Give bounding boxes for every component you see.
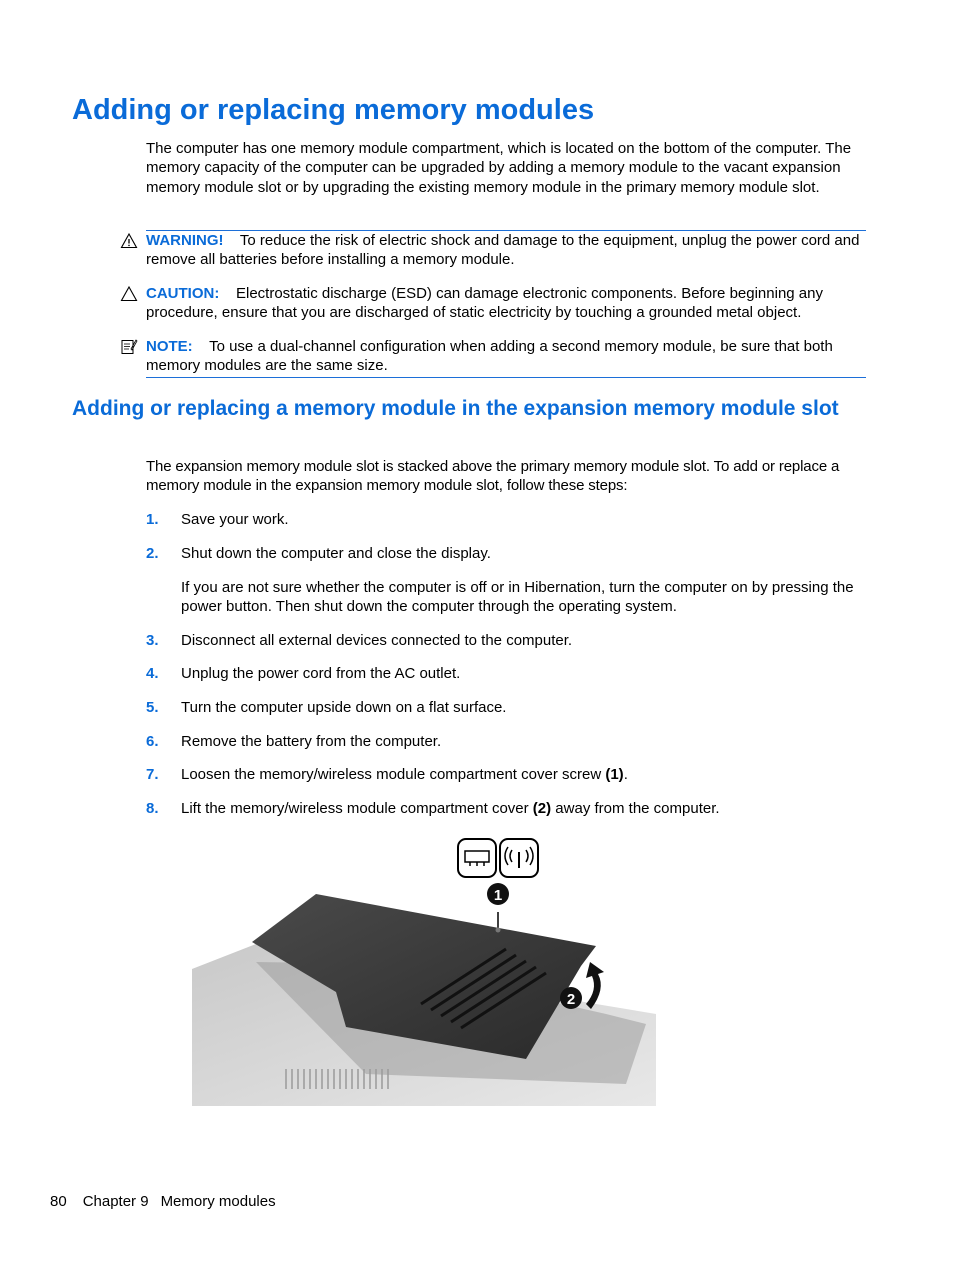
step-text: Shut down the computer and close the display. (181, 545, 491, 562)
note-text: To use a dual-channel configuration when adding a second memory module, be sure that both memory modules are the same size. (146, 338, 833, 375)
warning-icon (120, 232, 138, 250)
chapter-title: Memory modules (160, 1193, 276, 1210)
caution-notice (146, 284, 868, 323)
lift-arrow-icon (586, 962, 604, 1009)
step-number: 6. (146, 733, 159, 750)
step-text-part: . (623, 766, 628, 783)
step-number: 1. (146, 511, 159, 528)
section-title: Adding or replacing a memory module in the expansion memory module slot (72, 397, 839, 420)
warning-notice (146, 231, 868, 270)
step-number: 4. (146, 665, 159, 682)
note-notice (146, 337, 868, 376)
step-text (181, 765, 871, 784)
section-intro: The expansion memory module slot is stacked above the primary memory module slot. To add or replace a memory module in the expansion memory module slot, follow these steps: (146, 458, 840, 495)
step-number: 8. (146, 800, 159, 817)
step-number: 3. (146, 632, 159, 649)
callout-ref: (2) (532, 800, 552, 817)
page-footer (50, 1193, 292, 1210)
note-icon (120, 338, 138, 356)
step-text: Remove the battery from the computer. (181, 733, 442, 750)
notices-box (146, 230, 866, 378)
memory-cover-illustration (186, 834, 662, 1110)
cover-screw (496, 928, 501, 933)
intro-paragraph: The computer has one memory module compartment, which is located on the bottom of the computer. The memory capacity of the computer can be upgraded by adding a memory module to the vacant expansion memory module slot or by upgrading the existing memory module in the primary memory module slot. (146, 140, 852, 196)
step-number: 2. (146, 545, 159, 562)
callout-ref: (1) (605, 766, 624, 783)
chapter-label: Chapter 9 (82, 1193, 149, 1210)
step-text: Turn the computer upside down on a flat surface. (181, 699, 507, 716)
callout-1-label: 1 (493, 887, 503, 904)
caution-text: Electrostatic discharge (ESD) can damage electronic components. Before beginning any procedure, ensure that you are discharged of static electricity by touching a grounded metal object. (146, 285, 823, 322)
step-text: Disconnect all external devices connected to the computer. (181, 632, 573, 649)
page-number: 80 (50, 1193, 67, 1210)
step-text: Unplug the power cord from the AC outlet. (181, 665, 461, 682)
step-number: 5. (146, 699, 159, 716)
step-text-part: Loosen the memory/wireless module compartment cover screw (181, 766, 606, 783)
step-text (181, 799, 871, 818)
page-title: Adding or replacing memory modules (72, 94, 595, 126)
step-number: 7. (146, 766, 159, 783)
step-subtext: If you are not sure whether the computer is off or in Hibernation, turn the computer on by pressing the power button. Then shut down the computer through the operating system. (181, 579, 854, 616)
step-text-part: away from the computer. (551, 800, 720, 817)
warning-text: To reduce the risk of electric shock and damage to the equipment, unplug the power cord and remove all batteries before installing a memory module. (146, 232, 860, 269)
memory-module-icon (458, 839, 496, 877)
step-text-part: Lift the memory/wireless module compartment cover (181, 800, 533, 817)
caution-icon (120, 285, 138, 303)
step-text: Save your work. (181, 511, 289, 528)
note-label: NOTE: (146, 338, 193, 355)
callout-2-label: 2 (566, 991, 576, 1008)
wireless-icon (500, 839, 538, 877)
warning-label: WARNING! (146, 232, 224, 249)
caution-label: CAUTION: (146, 285, 220, 302)
